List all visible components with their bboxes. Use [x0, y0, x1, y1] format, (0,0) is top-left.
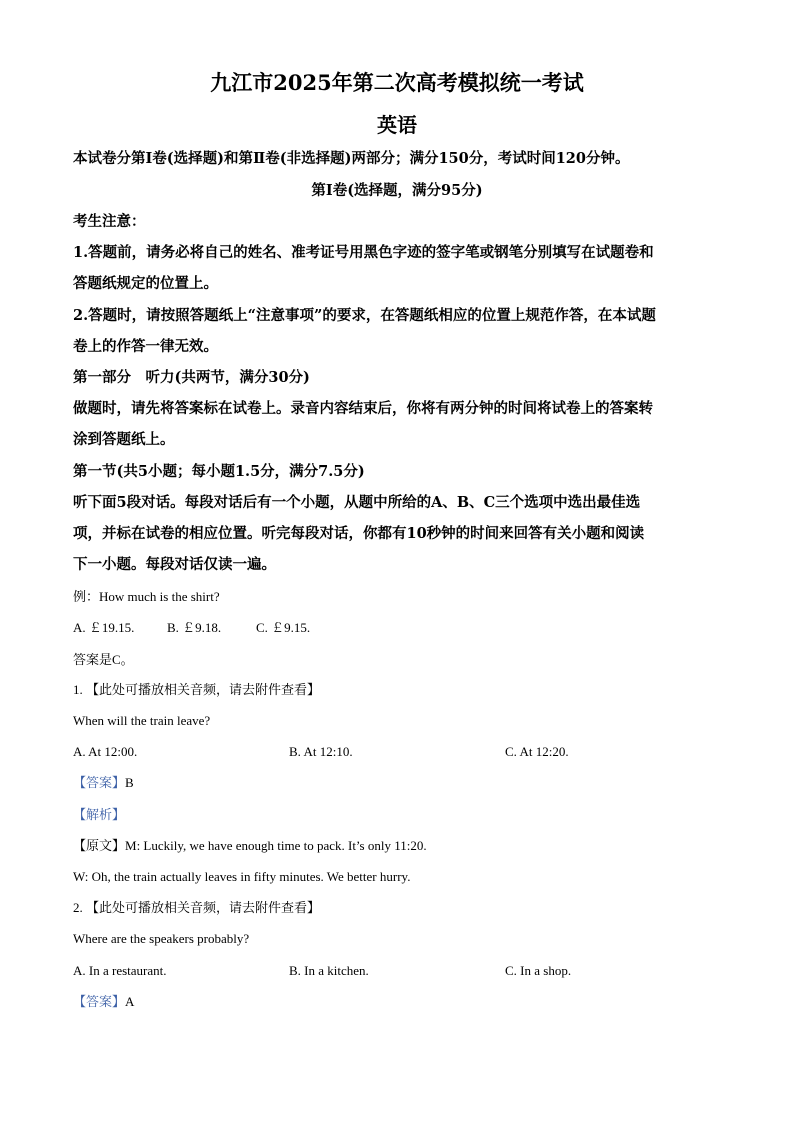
volume-heading: 第Ⅰ卷(选择题，满分95分) [311, 182, 483, 199]
notice-heading: 考生注意： [73, 213, 146, 230]
section-1-heading: 第一节(共5小题；每小题1.5分，满分7.5分) [73, 463, 365, 480]
notice-1-line-1: 1.答题前，请务必将自己的姓名、准考证号用黑色字迹的签字笔或钢笔分别填写在试题卷和 [73, 244, 654, 261]
subject-title: 英语 [377, 113, 417, 137]
q1-script-line-2: W: Oh, the train actually leaves in fifty minutes. We better hurry. [73, 869, 411, 884]
q2-audio-note: 2. 【此处可播放相关音频，请去附件查看】 [73, 900, 321, 915]
q1-analysis-tag: 【解析】 [73, 807, 126, 822]
q1-option-a: A. At 12:00. [73, 744, 138, 759]
section-1-instruction-line-1: 听下面5段对话。每段对话后有一个小题，从题中所给的A、B、C三个选项中选出最佳选 [73, 494, 641, 511]
q1-script-text-1: M: Luckily, we have enough time to pack. It’s only 11:20. [125, 838, 427, 853]
part-1-heading: 第一部分 听力(共两节，满分30分) [73, 369, 310, 386]
q1-answer-value: B [125, 775, 134, 790]
example-option-a: A. ￡19.15. [73, 620, 135, 635]
q2-question: Where are the speakers probably? [73, 931, 250, 946]
example-answer: 答案是C。 [73, 652, 134, 667]
q2-option-c: C. In a shop. [505, 963, 572, 978]
example-question: 例：How much is the shirt? [73, 589, 220, 604]
part-1-instruction-line-1: 做题时，请先将答案标在试卷上。录音内容结束后，你将有两分钟的时间将试卷上的答案转 [73, 400, 653, 417]
q1-answer [73, 776, 134, 789]
q2-answer [73, 995, 134, 1008]
q1-script-tag: 【原文】 [73, 838, 126, 853]
q1-question: When will the train leave? [73, 713, 211, 728]
q1-option-b: B. At 12:10. [289, 744, 353, 759]
q1-answer-tag: 【答案】 [73, 775, 126, 790]
intro-text: 本试卷分第Ⅰ卷(选择题)和第Ⅱ卷(非选择题)两部分；满分150分，考试时间120分钟。 [73, 150, 630, 167]
example-option-c: C. ￡9.15. [256, 620, 311, 635]
q1-option-c: C. At 12:20. [505, 744, 569, 759]
q2-answer-tag: 【答案】 [73, 994, 126, 1009]
exam-title: 九江市2025年第二次高考模拟统一考试 [210, 70, 584, 95]
notice-2-line-1: 2.答题时，请按照答题纸上“注意事项”的要求，在答题纸相应的位置上规范作答，在本试题 [73, 307, 656, 324]
section-1-instruction-line-2: 项，并标在试卷的相应位置。听完每段对话，你都有10秒钟的时间来回答有关小题和阅读 [73, 525, 645, 542]
q1-audio-note: 1. 【此处可播放相关音频，请去附件查看】 [73, 682, 321, 697]
q2-answer-value: A [125, 994, 135, 1009]
example-option-b: B. ￡9.18. [167, 620, 222, 635]
notice-2-line-2: 卷上的作答一律无效。 [73, 338, 218, 355]
notice-1-line-2: 答题纸规定的位置上。 [73, 275, 218, 292]
q2-option-b: B. In a kitchen. [289, 963, 369, 978]
part-1-instruction-line-2: 涂到答题纸上。 [73, 431, 175, 448]
q2-option-a: A. In a restaurant. [73, 963, 167, 978]
section-1-instruction-line-3: 下一小题。每段对话仅读一遍。 [73, 556, 276, 573]
q1-script-line-1 [73, 839, 427, 852]
